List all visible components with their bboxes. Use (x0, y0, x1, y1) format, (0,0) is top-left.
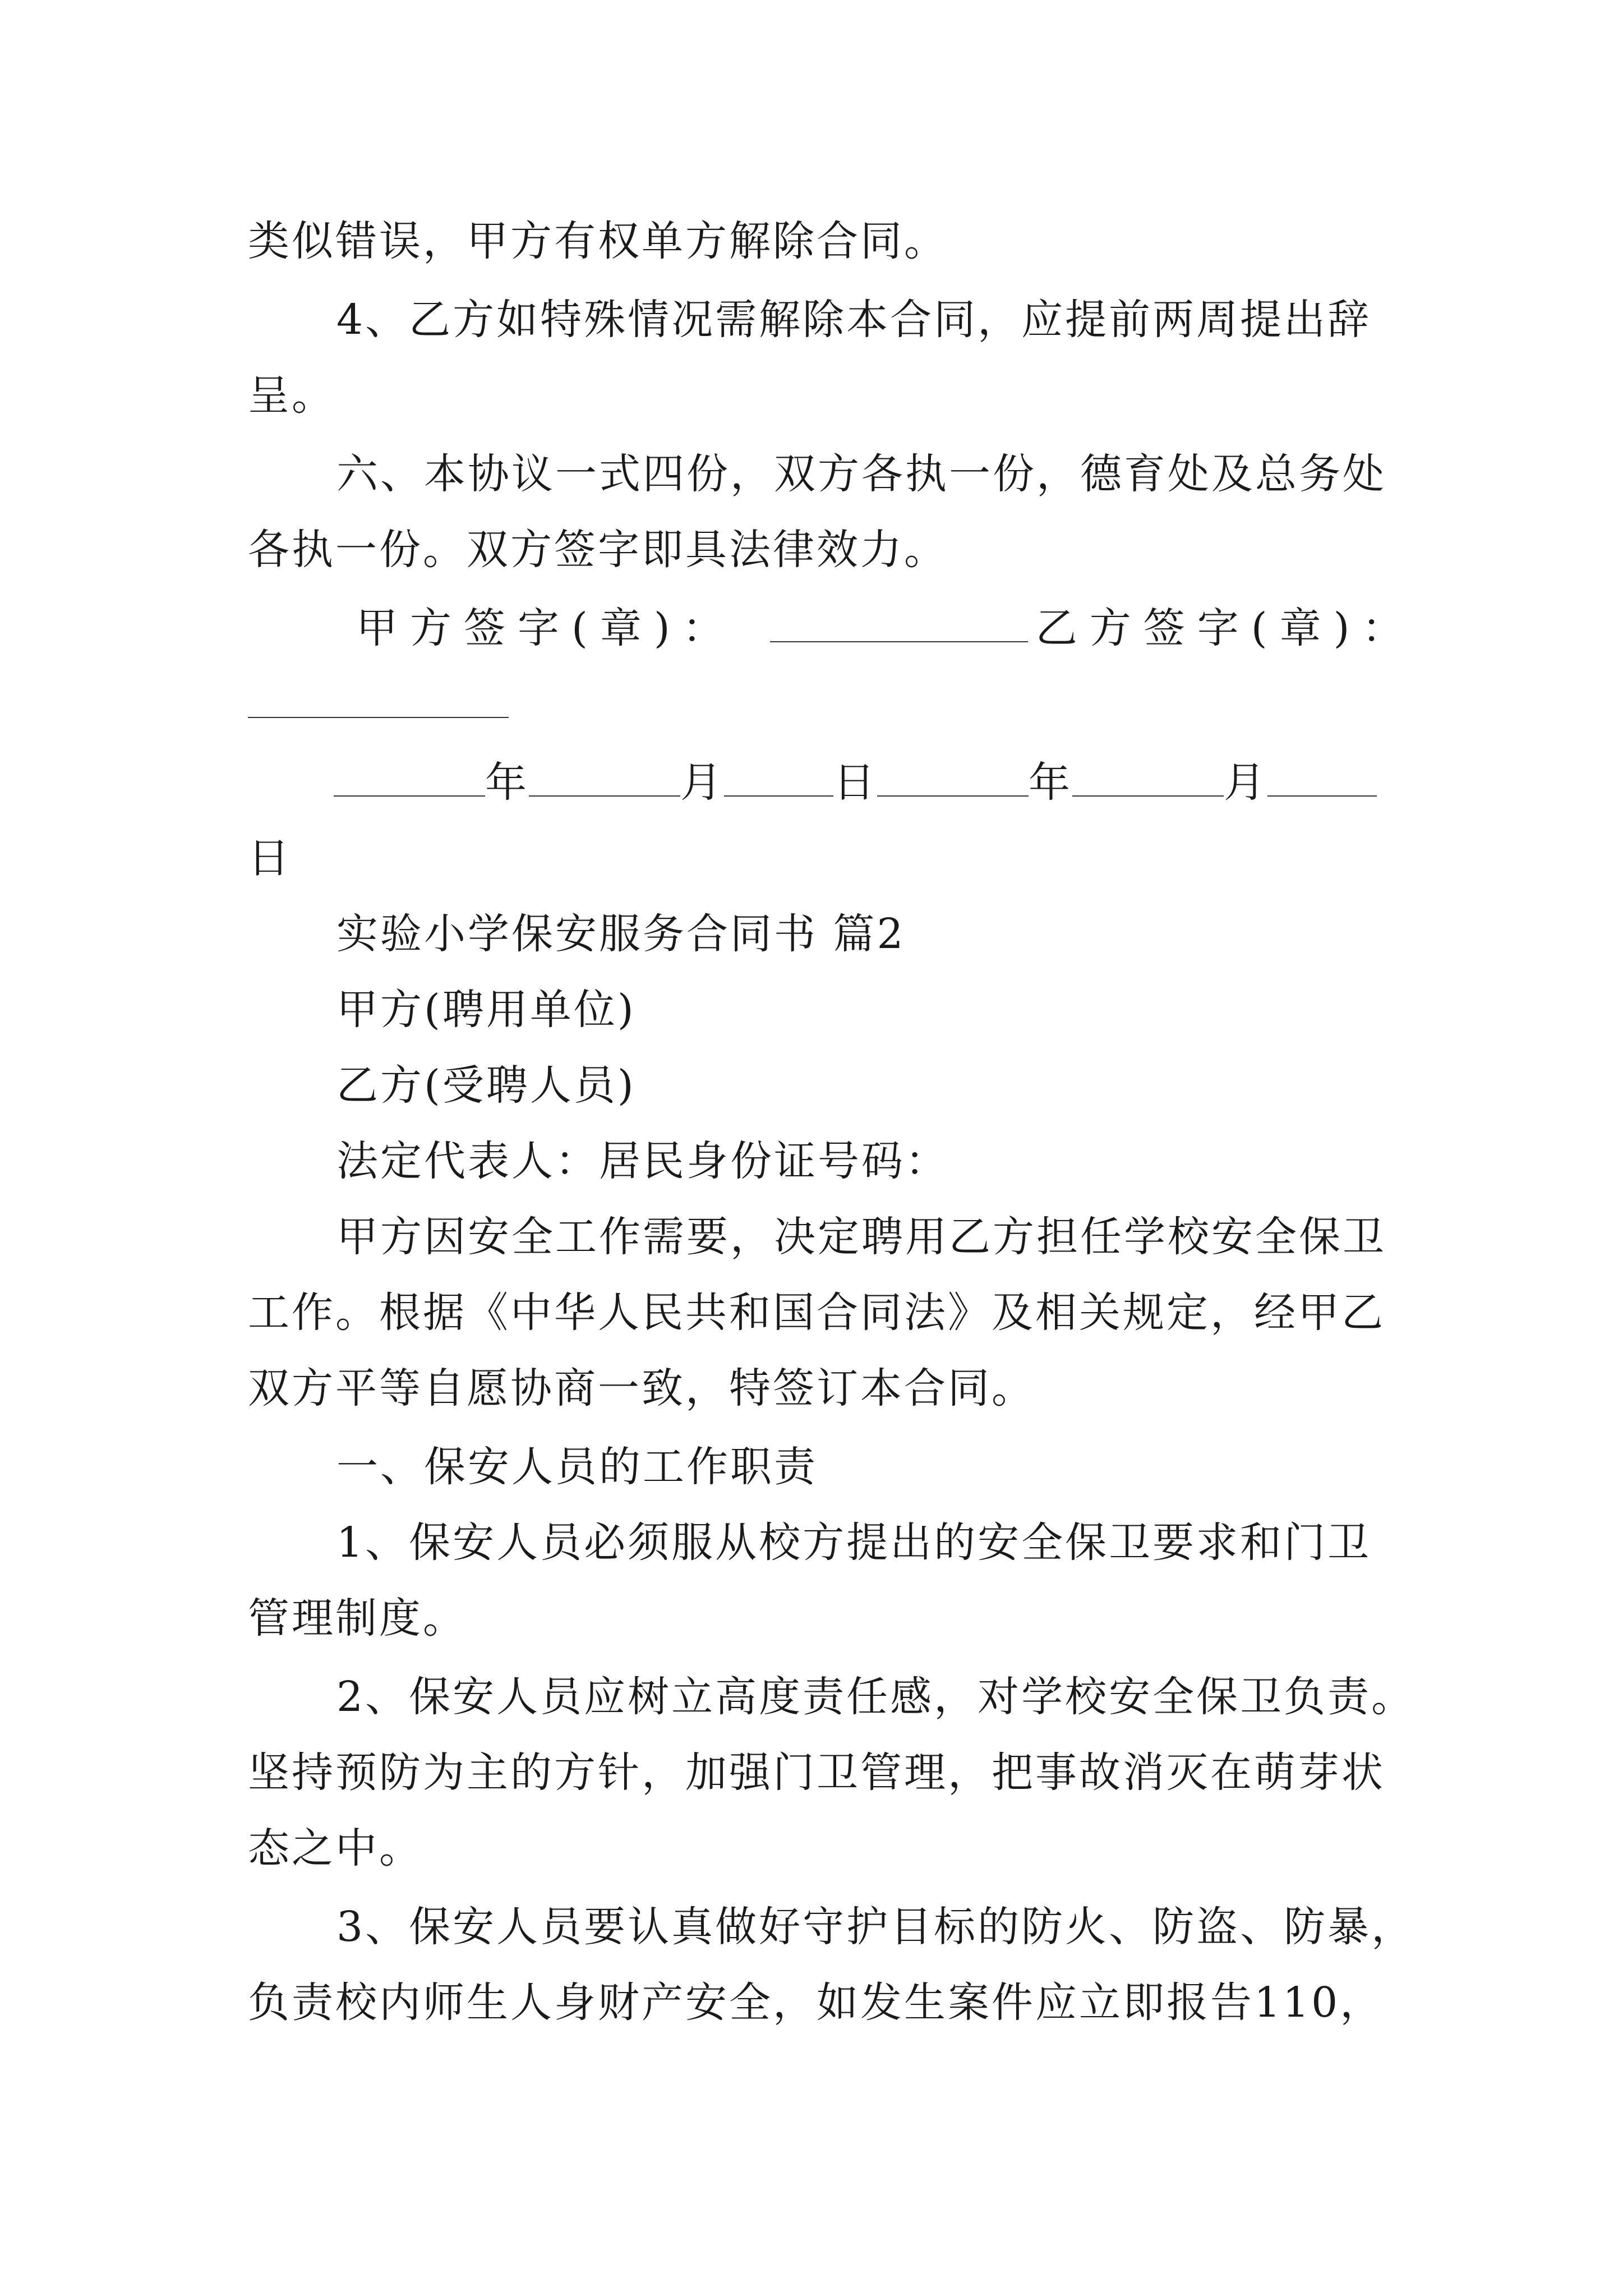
paragraph-line: 呈。 (248, 371, 335, 420)
date-blank[interactable] (334, 761, 485, 797)
paragraph-line: 类似错误，甲方有权单方解除合同。 (248, 217, 948, 265)
paragraph-line: 4、乙方如特殊情况需解除本合同，应提前两周提出辞 (336, 296, 1372, 344)
duty-line: 1、保安人员必须服从校方提出的安全保卫要求和门卫 (336, 1519, 1372, 1567)
signature-continuation (248, 676, 509, 732)
party-b-signature-blank[interactable] (248, 682, 509, 718)
section-title: 实验小学保安服务合同书 篇2 (336, 910, 906, 958)
date-blank[interactable] (529, 761, 680, 797)
date-blank[interactable] (724, 761, 833, 797)
date-day-line: 日 (248, 834, 292, 882)
party-a-signature-label: 甲方签字(章)： (356, 604, 736, 652)
duty-line: 负责校内师生人身财产安全，如发生案件应立即报告110， (248, 1978, 1384, 2027)
duty-line: 管理制度。 (248, 1594, 467, 1642)
date-blank[interactable] (1267, 761, 1377, 797)
intro-line: 甲方因安全工作需要，决定聘用乙方担任学校安全保卫 (336, 1213, 1386, 1261)
party-b-signature-label: 乙方签字(章)： (1035, 604, 1416, 652)
date-month: 月 (680, 758, 724, 807)
date-year: 年 (1029, 758, 1072, 807)
signature-row (356, 600, 1416, 656)
paragraph-line: 各执一份。双方签字即具法律效力。 (248, 526, 948, 574)
paragraph-line: 六、本协议一式四份，双方各执一份，德育处及总务处 (336, 450, 1386, 498)
party-a-line: 甲方(聘用单位) (336, 986, 636, 1034)
date-row (334, 754, 1377, 811)
party-b-line: 乙方(受聘人员) (336, 1061, 636, 1110)
date-blank[interactable] (1072, 761, 1224, 797)
date-blank[interactable] (877, 761, 1029, 797)
intro-line: 工作。根据《中华人民共和国合同法》及相关规定，经甲乙 (248, 1289, 1385, 1337)
duty-line: 2、保安人员应树立高度责任感，对学校安全保卫负责。 (336, 1673, 1415, 1721)
date-month: 月 (1224, 758, 1267, 807)
intro-line: 双方平等自愿协商一致，特签订本合同。 (248, 1364, 1035, 1412)
party-a-signature-blank[interactable] (770, 606, 1028, 642)
section-heading: 一、保安人员的工作职责 (336, 1443, 818, 1491)
representative-line: 法定代表人：居民身份证号码： (336, 1137, 949, 1185)
date-year: 年 (485, 758, 529, 807)
duty-line: 3、保安人员要认真做好守护目标的防火、防盗、防暴， (336, 1903, 1415, 1951)
date-day: 日 (833, 758, 877, 807)
duty-line: 态之中。 (248, 1824, 423, 1872)
duty-line: 坚持预防为主的方针，加强门卫管理，把事故消灭在萌芽状 (248, 1749, 1385, 1797)
